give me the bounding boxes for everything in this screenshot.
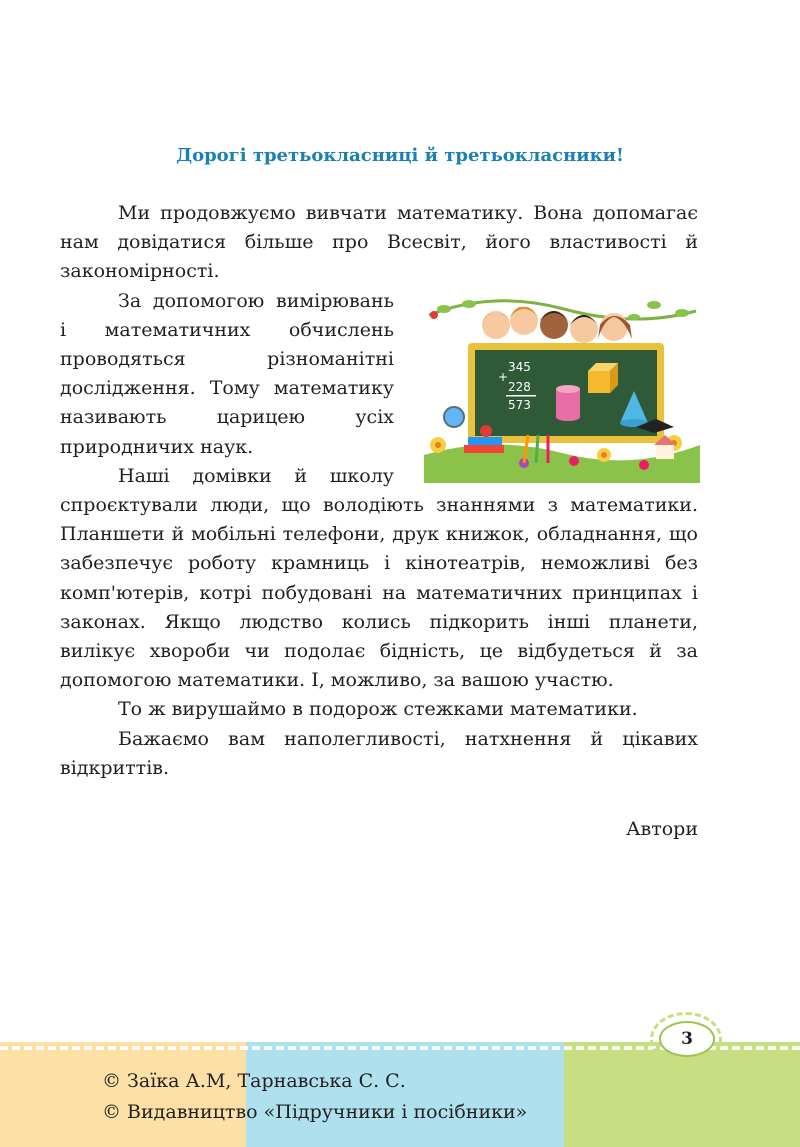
footer-band-yellow [0, 1042, 246, 1147]
paragraph-1: Ми продовжуємо вивчати математику. Вона допомагає нам довідатися більше про Всесвіт, його властивості й закономірності. [60, 202, 698, 283]
page-number-badge [650, 1012, 726, 1070]
svg-text:573: 573 [508, 397, 531, 412]
body-text [60, 199, 698, 783]
paragraph-5: Бажаємо вам наполегливості, натхнення й цікавих відкриттів. [60, 727, 698, 779]
page-heading: Дорогі третьокласниці й третьокласники! [176, 145, 624, 166]
classroom-illustration [424, 295, 700, 483]
page-number: 3 [659, 1021, 715, 1057]
paragraph-2: За допомогою вимірювань і математичних обчислень проводяться різноманітні дослідження. Тому математику називають царицею усіх природничих наук. [60, 289, 394, 458]
svg-text:228: 228 [508, 379, 531, 394]
paragraph-4: То ж вирушаймо в подорож стежками математики. [118, 698, 638, 721]
svg-text:345: 345 [508, 359, 531, 374]
svg-text:+: + [498, 369, 509, 384]
authors-signature: Автори [626, 818, 698, 840]
copyright-authors: © Заїка А.М, Тарнавська С. С. [102, 1070, 406, 1092]
children [482, 306, 632, 342]
paragraph-3: Наші домівки й школу спроєктували люди, що володіють знаннями з математики. Планшети й мобільні телефони, друк книжок, обладнання, що забезпечує роботу крамниць і кінотеатрів, неможливі без комп'ютерів, котрі побудовані на математичних принципах і законах. Якщо людство колись підкорить інші планети, вилікує хвороби чи подолає бідність, це відбудеться й за допомогою математики. І, можливо, за вашою участю. [60, 464, 698, 692]
footer-band-blue [246, 1042, 564, 1147]
copyright-publisher: © Видавництво «Підручники і посібники» [102, 1101, 528, 1123]
